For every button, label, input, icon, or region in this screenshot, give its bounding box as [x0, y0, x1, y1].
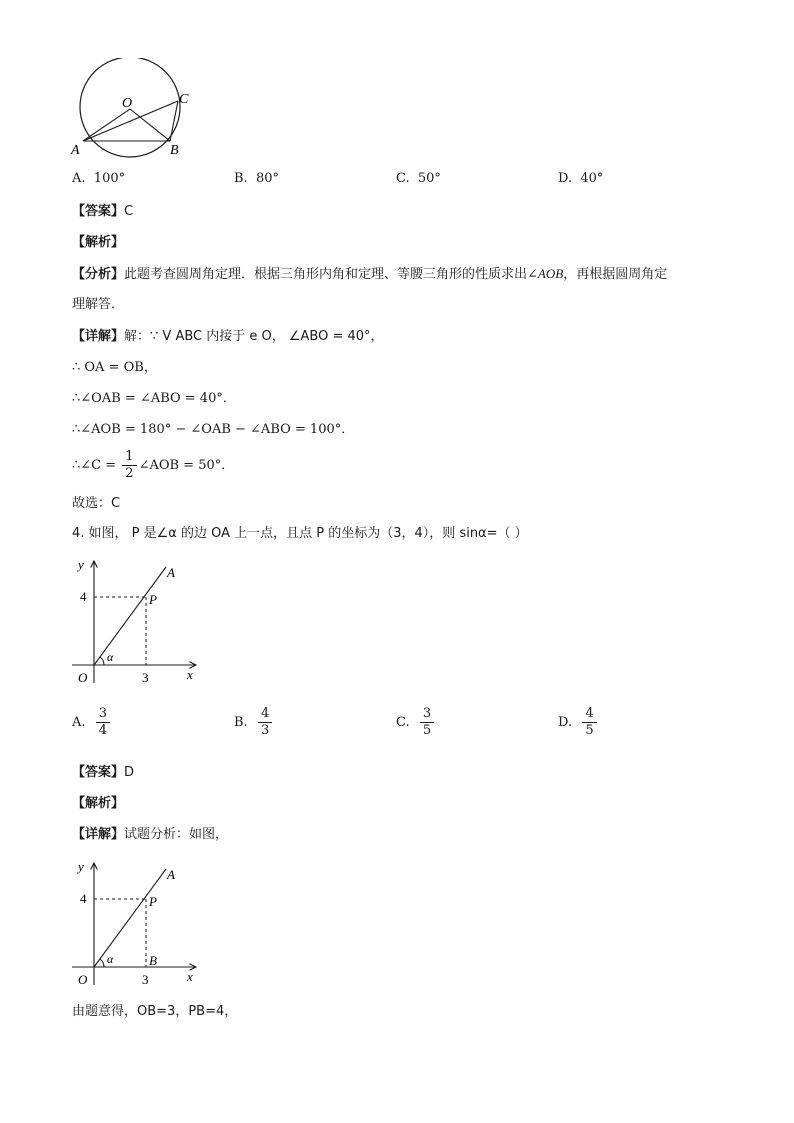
q3-detail-step4: ∴∠AOB = 180° − ∠OAB − ∠ABO = 100°．	[72, 422, 355, 437]
label-o: O	[78, 670, 88, 685]
q3-answer: 【答案】C	[72, 204, 134, 219]
q3-detail-step2: ∴ OA = OB，	[72, 360, 157, 375]
q3-option-b: B. 80°	[234, 171, 279, 186]
coordinate-figure-1	[66, 555, 206, 690]
q4-analysis-heading: 【解析】	[72, 796, 125, 811]
q3-detail-step5: ∴∠C = $\frac{1}{2}$ ∠AOB = 50°．	[72, 449, 235, 481]
label-y: y	[78, 557, 84, 572]
angle-arc	[100, 959, 104, 967]
q3-detail-step1: 【详解】解：∵ V ABC 内接于 e O， ∠ABO = 40°，	[72, 329, 384, 344]
q4-option-c: C. $\frac{3}{5}$	[396, 706, 436, 739]
q4-option-d: D. $\frac{4}{5}$	[558, 706, 599, 739]
q4-option-b: B. $\frac{4}{3}$	[234, 706, 274, 739]
q4-stem: 4. 如图， P 是∠α 的边 OA 上一点，且点 P 的坐标为（3，4），则 sinα=（ ）	[72, 526, 528, 541]
label-a: A	[71, 143, 80, 158]
angle-arc	[100, 657, 104, 665]
q4-final: 由题意得，OB=3，PB=4，	[72, 1004, 238, 1019]
coordinate-figure-2	[66, 857, 206, 992]
q3-fenxi-line1: 【分析】此题考查圆周角定理．根据三角形内角和定理、等腰三角形的性质求出∠AOB，再根据圆周角定	[72, 266, 668, 282]
segment-bc	[170, 101, 178, 141]
label-y: y	[78, 859, 84, 874]
label-a: A	[167, 867, 175, 882]
label-b: B	[170, 143, 179, 158]
label-p: P	[149, 592, 157, 607]
q3-fenxi-line2: 理解答．	[72, 297, 125, 312]
label-x: x	[187, 667, 193, 682]
q3-detail-step3: ∴∠OAB = ∠ABO = 40°．	[72, 391, 236, 406]
label-a: A	[167, 565, 175, 580]
q3-option-d: D. 40°	[558, 171, 604, 186]
q4-answer: 【答案】D	[72, 765, 135, 780]
ray-oa	[94, 567, 166, 665]
label-alpha: α	[107, 952, 114, 966]
label-4: 4	[80, 589, 87, 604]
segment-ob	[130, 109, 170, 141]
q3-analysis-heading: 【解析】	[72, 235, 125, 250]
label-c: C	[179, 92, 189, 107]
label-p: P	[149, 894, 157, 909]
label-o: O	[122, 96, 133, 111]
q3-option-c: C. 50°	[396, 171, 441, 186]
label-3: 3	[142, 972, 149, 987]
circle-figure	[66, 58, 206, 162]
segment-oa	[83, 109, 130, 141]
label-3: 3	[142, 670, 149, 685]
label-o: O	[78, 972, 88, 987]
label-alpha: α	[107, 650, 114, 664]
label-b: B	[149, 953, 157, 968]
fraction-one-half: $\frac{1}{2}$	[122, 449, 136, 482]
label-4: 4	[80, 891, 87, 906]
q4-option-a: A. $\frac{3}{4}$	[72, 706, 112, 739]
label-x: x	[187, 969, 193, 984]
q3-choose: 故选：C	[72, 496, 121, 511]
q4-detail: 【详解】试题分析：如图，	[72, 827, 229, 842]
q3-option-a: A. 100°	[72, 171, 126, 186]
